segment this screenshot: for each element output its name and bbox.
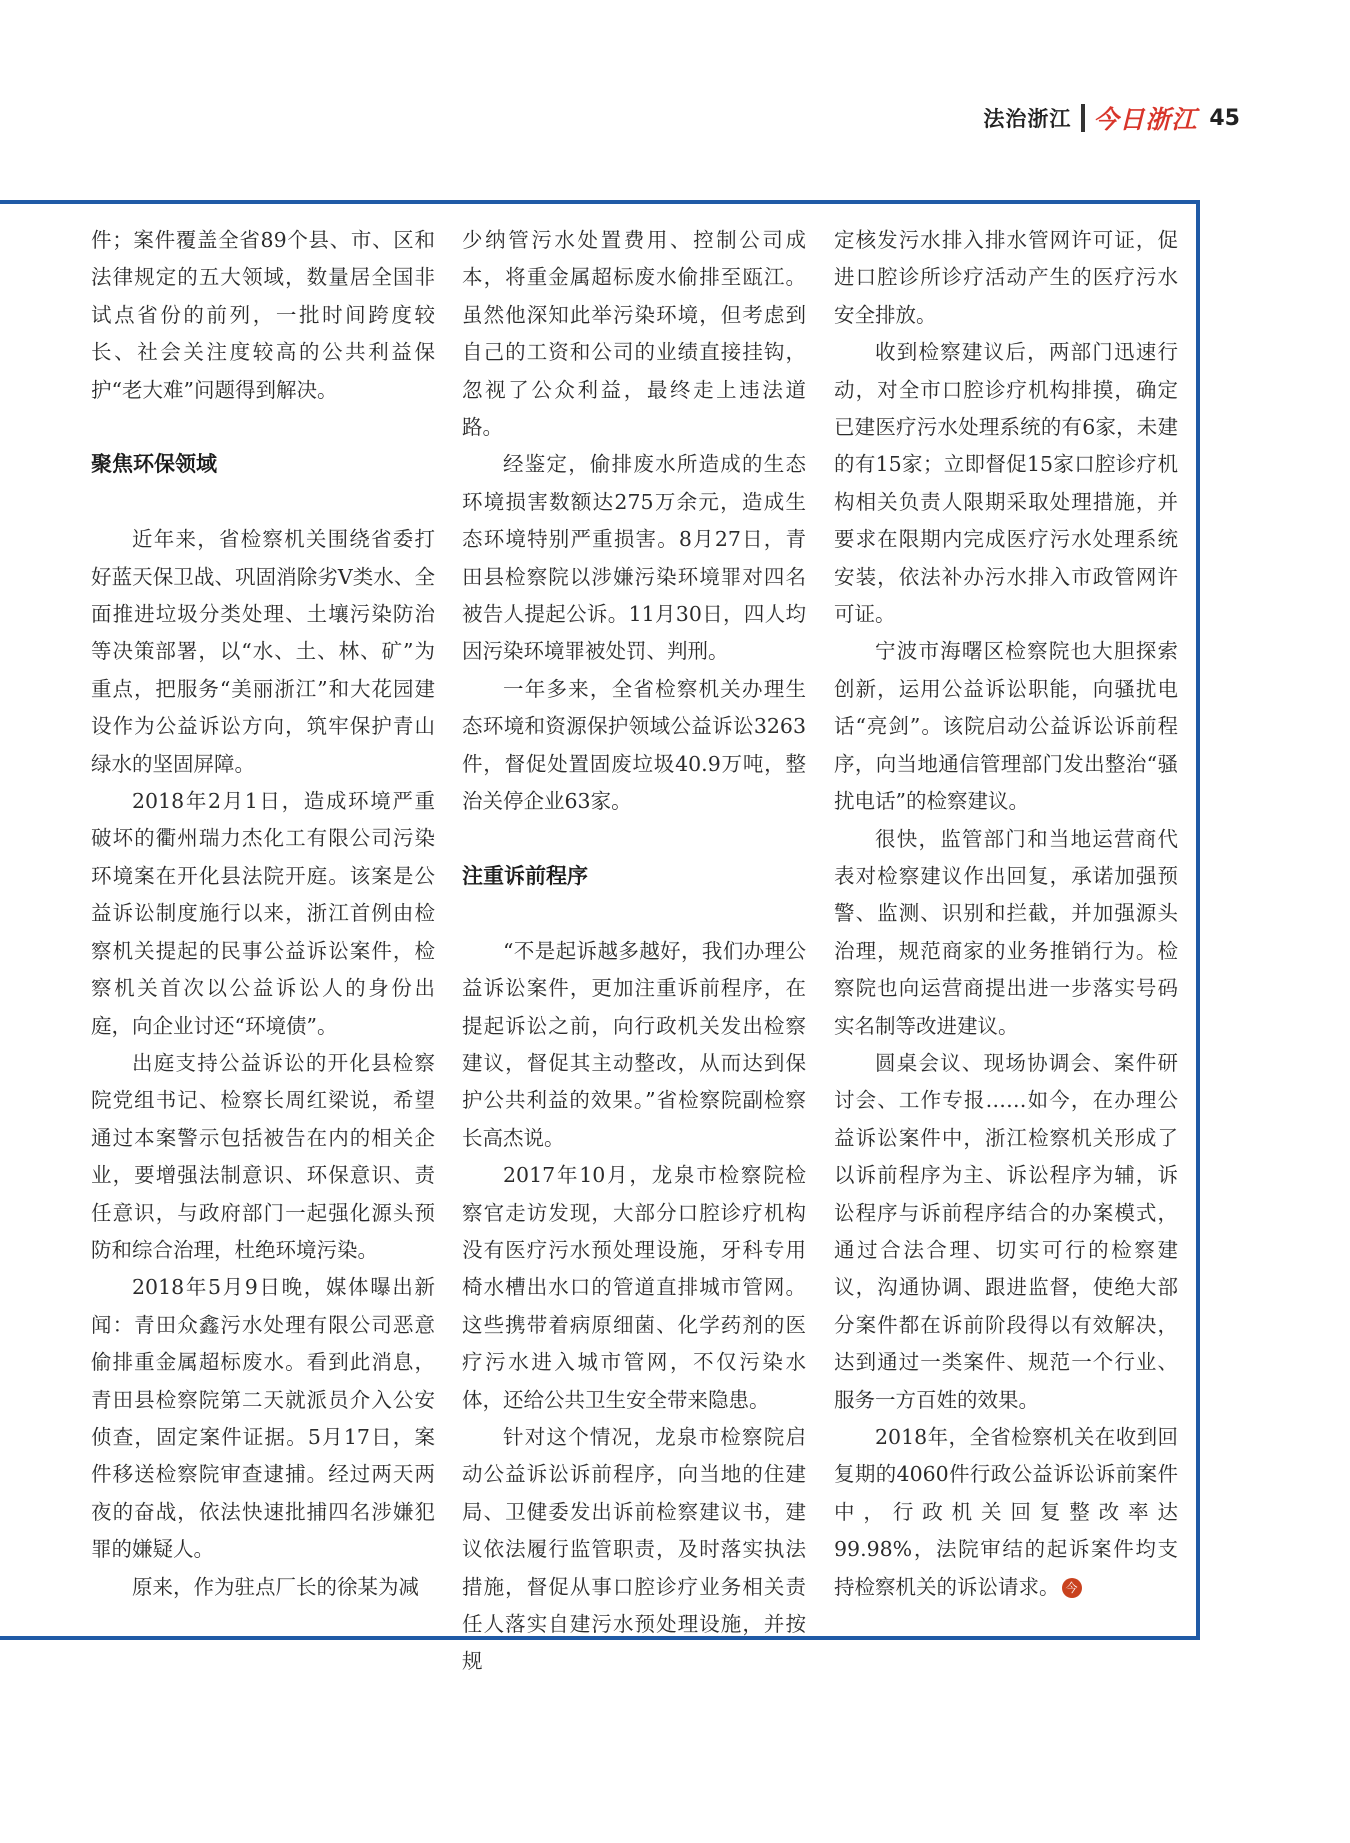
paragraph: 宁波市海曙区检察院也大胆探索创新，运用公益诉讼职能，向骚扰电话“亮剑”。该院启动公益诉讼诉前程序，向当地通信管理部门发出整治“骚扰电话”的检察建议。	[834, 639, 1178, 814]
paragraph: 针对这个情况，龙泉市检察院启动公益诉讼诉前程序，向当地的住建局、卫健委发出诉前检察建议书，建议依法履行监管职责，及时落实执法措施，督促从事口腔诊疗业务相关责任人落实自建污水预处理设施，并按规	[462, 1424, 806, 1674]
magazine-logo: 今日浙江	[1093, 105, 1198, 134]
paragraph: 一年多来，全省检察机关办理生态环境和资源保护领域公益诉讼3263件，督促处置固废垃圾40.9万吨，整治关停企业63家。	[462, 676, 806, 814]
paragraph: 圆桌会议、现场协调会、案件研讨会、工作专报……如今，在办理公益诉讼案件中，浙江检察机关形成了以诉前程序为主、诉讼程序为辅，诉讼程序与诉前程序结合的办案模式，通过合法合理、切实可行的检察建议，沟通协调、跟进监督，使绝大部分案件都在诉前阶段得以有效解决，达到通过一类案件、规范一个行业、服务一方百姓的效果。	[834, 1050, 1178, 1412]
paragraph: 很快，监管部门和当地运营商代表对检察建议作出回复，承诺加强预警、监测、识别和拦截，并加强源头治理，规范商家的业务推销行为。检察院也向运营商提出进一步落实号码实名制等改进建议。	[834, 826, 1178, 1038]
paragraph: 原来，作为驻点厂长的徐某为减	[132, 1574, 419, 1599]
paragraph-final	[834, 1419, 1178, 1606]
paragraph: 2018年5月9日晚，媒体曝出新闻：青田众鑫污水处理有限公司恶意偷排重金属超标废水。看到此消息，青田县检察院第二天就派员介入公安侦查，固定案件证据。5月17日，案件移送检察院审查逮捕。经过两天两夜的奋战，依法快速批捕四名涉嫌犯罪的嫌疑人。	[91, 1275, 435, 1562]
paragraph: 出庭支持公益诉讼的开化县检察院党组书记、检察长周红梁说，希望通过本案警示包括被告在内的相关企业，要增强法制意识、环保意识、责任意识，与政府部门一起强化源头预防和综合治理，杜绝环境污染。	[91, 1050, 435, 1262]
article-column-1	[91, 222, 435, 1606]
section-heading: 聚焦环保领域	[91, 452, 217, 477]
section-title: 法治浙江	[983, 107, 1072, 131]
paragraph: 收到检察建议后，两部门迅速行动，对全市口腔诊疗机构排摸，确定已建医疗污水处理系统的有6家，未建的有15家；立即督促15家口腔诊疗机构相关负责人限期采取处理措施，并要求在限期内完成医疗污水处理系统安装，依法补办污水排入市政管网许可证。	[834, 340, 1178, 627]
paragraph: 件；案件覆盖全省89个县、市、区和法律规定的五大领域，数量居全国非试点省份的前列，一批时间跨度较长、社会关注度较高的公共利益保护“老大难”问题得到解决。	[91, 228, 435, 402]
paragraph: “不是起诉越多越好，我们办理公益诉讼案件，更加注重诉前程序，在提起诉讼之前，向行政机关发出检察建议，督促其主动整改，从而达到保护公共利益的效果。”省检察院副检察长高杰说。	[462, 938, 806, 1150]
paragraph: 近年来，省检察机关围绕省委打好蓝天保卫战、巩固消除劣Ⅴ类水、全面推进垃圾分类处理、土壤污染防治等决策部署，以“水、土、林、矿”为重点，把服务“美丽浙江”和大花园建设作为公益诉讼方向，筑牢保护青山绿水的坚固屏障。	[91, 527, 435, 776]
article-column-3	[834, 222, 1178, 1606]
section-heading: 注重诉前程序	[462, 863, 588, 888]
article-column-2	[462, 222, 806, 1681]
paragraph: 2018年2月1日，造成环境严重破坏的衢州瑞力杰化工有限公司污染环境案在开化县法院开庭。该案是公益诉讼制度施行以来，浙江首例由检察机关提起的民事公益诉讼案件，检察机关首次以公益诉讼人的身份出庭，向企业讨还“环境债”。	[91, 789, 435, 1038]
end-mark-icon: 今	[1062, 1578, 1082, 1598]
page-number: 45	[1209, 105, 1240, 131]
paragraph: 少纳管污水处置费用、控制公司成本，将重金属超标废水偷排至瓯江。虽然他深知此举污染环境，但考虑到自己的工资和公司的业绩直接挂钩，忽视了公众利益，最终走上违法道路。	[462, 228, 806, 440]
paragraph: 定核发污水排入排水管网许可证，促进口腔诊所诊疗活动产生的医疗污水安全排放。	[834, 228, 1178, 327]
header-divider	[1081, 104, 1085, 132]
paragraph-text: 2018年，全省检察机关在收到回复期的4060件行政公益诉讼诉前案件中，行政机关回复整改率达99.98%，法院审结的起诉案件均支持检察机关的诉讼请求。	[834, 1425, 1178, 1599]
paragraph: 2017年10月，龙泉市检察院检察官走访发现，大部分口腔诊疗机构没有医疗污水预处理设施，牙科专用椅水槽出水口的管道直排城市管网。这些携带着病原细菌、化学药剂的医疗污水进入城市管网，不仅污染水体，还给公共卫生安全带来隐患。	[462, 1163, 806, 1412]
page-header	[983, 100, 1240, 136]
paragraph: 经鉴定，偷排废水所造成的生态环境损害数额达275万余元，造成生态环境特别严重损害。8月27日，青田县检察院以涉嫌污染环境罪对四名被告人提起公诉。11月30日，四人均因污染环境罪被处罚、判刑。	[462, 452, 806, 664]
